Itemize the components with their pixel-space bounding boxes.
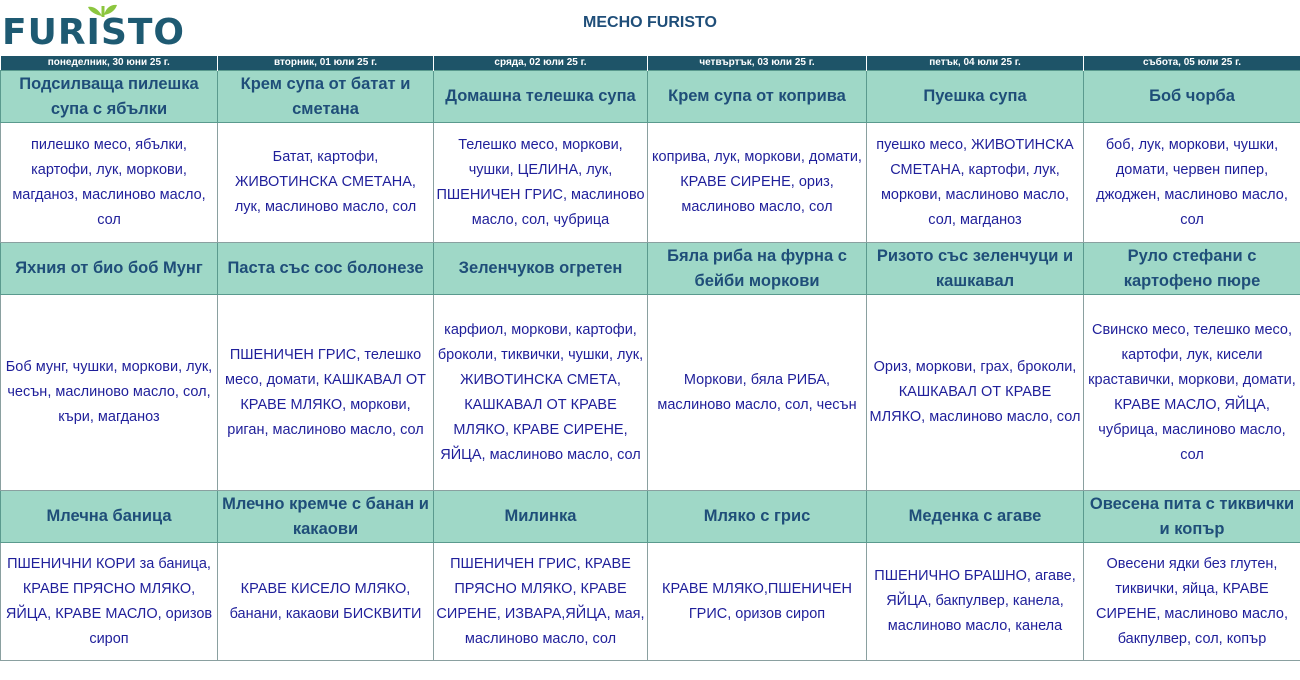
dish-name: Подсилваща пилешка супа с ябълки bbox=[1, 71, 218, 123]
dish-ingredients: боб, лук, моркови, чушки, домати, червен пипер, джоджен, маслиново масло, сол bbox=[1084, 123, 1300, 243]
days-header-row bbox=[1, 56, 1300, 71]
dish-name: Бяла риба на фурна с бейби моркови bbox=[648, 243, 867, 295]
weekly-menu-table bbox=[0, 56, 1300, 661]
dish-ingredients: ПШЕНИЧЕН ГРИС, телешко месо, домати, КАШКАВАЛ ОТ КРАВЕ МЛЯКО, моркови, риган, маслиново масло, сол bbox=[218, 295, 434, 491]
dish-ingredients: пилешко месо, ябълки, картофи, лук, моркови, магданоз, маслиново масло, сол bbox=[1, 123, 218, 243]
soup-dish-row bbox=[1, 71, 1300, 123]
main-dish-row bbox=[1, 243, 1300, 295]
day-header: събота, 05 юли 25 г. bbox=[1084, 56, 1300, 71]
dish-ingredients: Моркови, бяла РИБА, маслиново масло, сол, чесън bbox=[648, 295, 867, 491]
dish-ingredients: Боб мунг, чушки, моркови, лук, чесън, маслиново масло, сол, къри, магданоз bbox=[1, 295, 218, 491]
dish-name: Млечна баница bbox=[1, 491, 218, 543]
dish-name: Овесена пита с тиквички и копър bbox=[1084, 491, 1300, 543]
dish-ingredients: карфиол, моркови, картофи, броколи, тиквички, чушки, лук, ЖИВОТИНСКА СМЕТА, КАШКАВАЛ ОТ КРАВЕ МЛЯКО, КРАВЕ СИРЕНЕ, ЯЙЦА, маслиново масло, сол bbox=[434, 295, 648, 491]
page-title: МЕСНО FURISTO bbox=[583, 14, 717, 31]
dish-name: Меденка с агаве bbox=[867, 491, 1084, 543]
dish-name: Домашна телешка супа bbox=[434, 71, 648, 123]
day-header: четвъртък, 03 юли 25 г. bbox=[648, 56, 867, 71]
dish-name: Крем супа от коприва bbox=[648, 71, 867, 123]
dish-name: Млечно кремче с банан и какаови bbox=[218, 491, 434, 543]
dish-ingredients: пуешко месо, ЖИВОТИНСКА СМЕТАНА, картофи, лук, моркови, маслиново масло, сол, магданоз bbox=[867, 123, 1084, 243]
dish-ingredients: Свинско месо, телешко месо, картофи, лук, кисели краставички, моркови, домати, КРАВЕ МАСЛО, ЯЙЦА, чубрица, маслиново масло, сол bbox=[1084, 295, 1300, 491]
dish-ingredients: Телешко месо, моркови, чушки, ЦЕЛИНА, лук, ПШЕНИЧЕН ГРИС, маслиново масло, сол, чубрица bbox=[434, 123, 648, 243]
dish-name: Руло стефани с картофено пюре bbox=[1084, 243, 1300, 295]
dish-ingredients: ПШЕНИЧНО БРАШНО, агаве, ЯЙЦА, бакпулвер, канела, маслиново масло, канела bbox=[867, 543, 1084, 661]
dish-name: Крем супа от батат и сметана bbox=[218, 71, 434, 123]
day-header: сряда, 02 юли 25 г. bbox=[434, 56, 648, 71]
dish-name: Милинка bbox=[434, 491, 648, 543]
day-header: петък, 04 юли 25 г. bbox=[867, 56, 1084, 71]
snack-ingredients-row bbox=[1, 543, 1300, 661]
dish-ingredients: КРАВЕ МЛЯКО,ПШЕНИЧЕН ГРИС, оризов сироп bbox=[648, 543, 867, 661]
logo-wordmark: FURISTO bbox=[2, 12, 186, 53]
snack-dish-row bbox=[1, 491, 1300, 543]
day-header: понеделник, 30 юни 25 г. bbox=[1, 56, 218, 71]
dish-ingredients: Овесени ядки без глутен, тиквички, яйца, КРАВЕ СИРЕНЕ, маслиново масло, бакпулвер, сол, копър bbox=[1084, 543, 1300, 661]
dish-name: Боб чорба bbox=[1084, 71, 1300, 123]
dish-ingredients: ПШЕНИЧЕН ГРИС, КРАВЕ ПРЯСНО МЛЯКО, КРАВЕ СИРЕНЕ, ИЗВАРА,ЯЙЦА, мая, маслиново масло, сол bbox=[434, 543, 648, 661]
dish-name: Мляко с грис bbox=[648, 491, 867, 543]
main-ingredients-row bbox=[1, 295, 1300, 491]
dish-ingredients: Батат, картофи, ЖИВОТИНСКА СМЕТАНА, лук, маслиново масло, сол bbox=[218, 123, 434, 243]
soup-ingredients-row bbox=[1, 123, 1300, 243]
dish-ingredients: Ориз, моркови, грах, броколи, КАШКАВАЛ ОТ КРАВЕ МЛЯКО, маслиново масло, сол bbox=[867, 295, 1084, 491]
dish-ingredients: коприва, лук, моркови, домати, КРАВЕ СИРЕНЕ, ориз, маслиново масло, сол bbox=[648, 123, 867, 243]
dish-name: Паста със сос болонезе bbox=[218, 243, 434, 295]
dish-ingredients: ПШЕНИЧНИ КОРИ за баница, КРАВЕ ПРЯСНО МЛЯКО, ЯЙЦА, КРАВЕ МАСЛО, оризов сироп bbox=[1, 543, 218, 661]
dish-ingredients: КРАВЕ КИСЕЛО МЛЯКО, банани, какаови БИСКВИТИ bbox=[218, 543, 434, 661]
day-header: вторник, 01 юли 25 г. bbox=[218, 56, 434, 71]
dish-name: Зеленчуков огретен bbox=[434, 243, 648, 295]
dish-name: Пуешка супа bbox=[867, 71, 1084, 123]
dish-name: Ризото със зеленчуци и кашкавал bbox=[867, 243, 1084, 295]
dish-name: Яхния от био боб Мунг bbox=[1, 243, 218, 295]
